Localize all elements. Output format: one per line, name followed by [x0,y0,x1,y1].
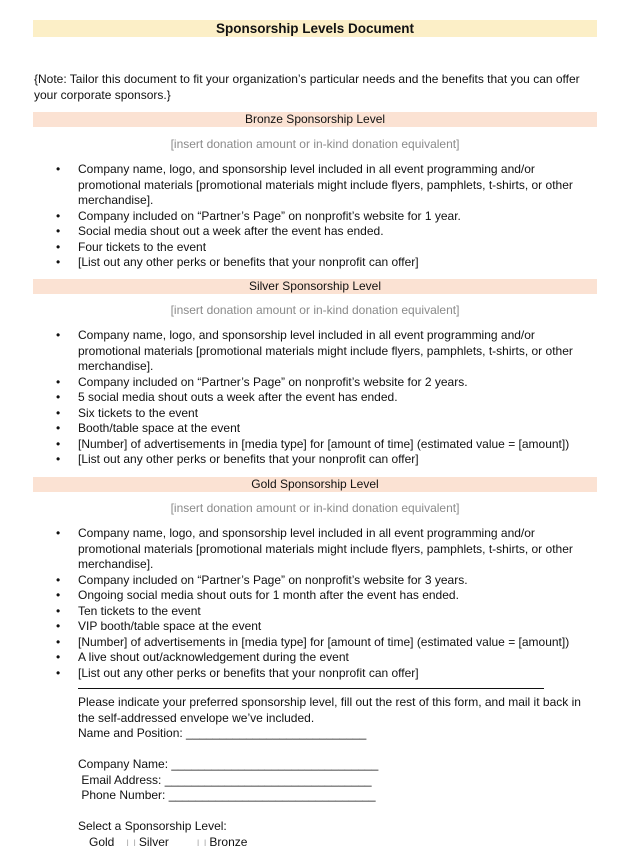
document-title: Sponsorship Levels Document [33,20,597,37]
bullet-icon: • [56,405,61,420]
checkbox-icon[interactable]: I I [196,837,208,848]
list-item: • Ten tickets to the event [56,603,201,618]
gold-level-heading: Gold Sponsorship Level [33,477,597,492]
list-item: • Company included on “Partner’s Page” on nonprofit’s website for 2 years. [56,374,468,389]
company-name-field[interactable]: Company Name: _______________________________ [78,757,379,771]
silver-perks-list [0,328,629,468]
silver-option[interactable]: Silver [138,834,169,849]
list-item: • Company name, logo, and sponsorship level included in all event programming and/or promotional materials [promotional materials might include flyers, pamphlets, t-shirts, or other merchandise]. [56,328,573,373]
list-item: • Company name, logo, and sponsorship level included in all event programming and/or promotional materials [promotional materials might include flyers, pamphlets, t-shirts, or other merchandise]. [56,526,573,571]
select-level-label: Select a Sponsorship Level: [78,819,227,833]
bullet-icon: • [56,239,61,254]
bullet-icon: • [56,619,61,633]
bullet-icon: • [56,526,61,540]
bullet-icon: • [56,665,61,680]
bronze-perks-list [0,162,629,271]
name-position-field[interactable]: Name and Position: ___________________________ [78,726,367,740]
list-item: • [Number] of advertisements in [media type] for [amount of time] (estimated value = [amount]) [56,634,570,649]
bullet-icon: • [56,374,61,389]
list-item: • VIP booth/table space at the event [56,619,262,633]
gold-option[interactable]: Gold [89,834,115,849]
bullet-icon: • [56,255,61,269]
bullet-icon: • [56,224,61,238]
silver-level-heading: Silver Sponsorship Level [33,279,597,294]
list-item: • Company included on “Partner’s Page” on nonprofit’s website for 3 years. [56,572,468,587]
list-item: • Four tickets to the event [56,239,207,254]
form-instructions: Please indicate your preferred sponsorship level, fill out the rest of this form, and mail it back in the self-addressed envelope we’ve included. [78,695,581,725]
bullet-icon: • [56,452,61,466]
bullet-icon: • [56,390,61,404]
editor-note: {Note: Tailor this document to fit your organization’s particular needs and the benefits that you can offer your corporate sponsors.} [34,72,580,102]
bullet-icon: • [56,650,61,664]
list-item: • Booth/table space at the event [56,421,241,435]
list-item: • [List out any other perks or benefits that your nonprofit can offer] [56,452,419,466]
bullet-icon: • [56,328,61,342]
list-item: • Company name, logo, and sponsorship level included in all event programming and/or promotional materials [promotional materials might include flyers, pamphlets, t-shirts, or other merchandise]. [56,162,573,207]
bullet-icon: • [56,588,61,602]
section-divider [78,688,544,689]
response-form [78,695,598,851]
bronze-donation-placeholder: [insert donation amount or in-kind donation equivalent] [170,137,460,151]
bullet-icon: • [56,421,61,435]
gold-perks-list [0,526,629,681]
list-item: • [List out any other perks or benefits that your nonprofit can offer] [56,665,419,680]
bullet-icon: • [56,208,61,223]
list-item: • Company included on “Partner’s Page” on nonprofit’s website for 1 year. [56,208,461,223]
list-item: • A live shout out/acknowledgement during the event [56,650,349,664]
list-item: • Six tickets to the event [56,405,199,420]
bullet-icon: • [56,572,61,587]
list-item: • 5 social media shout outs a week after the event has ended. [56,390,398,404]
bullet-icon: • [56,162,61,176]
bullet-icon: • [56,436,61,451]
list-item: • [List out any other perks or benefits that your nonprofit can offer] [56,255,419,269]
bronze-level-heading: Bronze Sponsorship Level [33,112,597,127]
level-options [78,835,598,852]
list-item: • Social media shout out a week after the event has ended. [56,224,384,238]
phone-number-field[interactable]: Phone Number: _______________________________ [78,788,376,802]
checkbox-icon[interactable]: I I [126,837,137,848]
bullet-icon: • [56,603,61,618]
bullet-icon: • [56,634,61,649]
list-item: • Ongoing social media shout outs for 1 month after the event has ended. [56,588,459,602]
list-item: • [Number] of advertisements in [media type] for [amount of time] (estimated value = [amount]) [56,436,570,451]
silver-donation-placeholder: [insert donation amount or in-kind donation equivalent] [170,303,460,317]
email-address-field[interactable]: Email Address: _______________________________ [78,772,372,787]
gold-donation-placeholder: [insert donation amount or in-kind donation equivalent] [170,501,460,515]
bronze-option[interactable]: Bronze [209,834,248,849]
